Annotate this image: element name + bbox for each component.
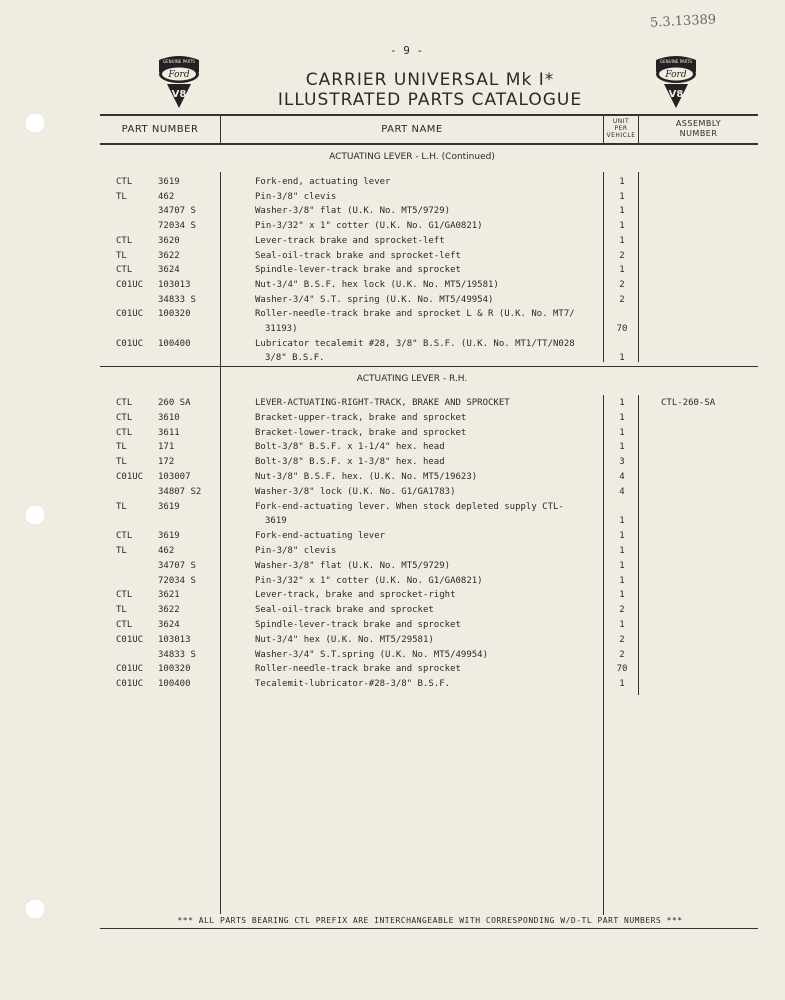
- catalogue-title: CARRIER UNIVERSAL Mk I*: [305, 70, 555, 90]
- unit-qty: 1: [619, 235, 625, 246]
- part-name: Bolt-3/8" B.S.F. x 1-3/8" hex. head: [255, 457, 445, 468]
- part-number: 3611: [158, 427, 180, 438]
- unit-qty: 2: [619, 649, 625, 660]
- part-name: Fork-end, actuating lever: [255, 177, 391, 187]
- part-number: 3624: [158, 265, 180, 276]
- part-number: 462: [158, 546, 175, 556]
- part-name: Nut-3/4" hex (U.K. No. MT5/29581): [255, 634, 434, 645]
- table-row: [0, 309, 785, 323]
- unit-qty: 4: [619, 486, 625, 497]
- part-name: Lever-track brake and sprocket-left: [255, 235, 445, 246]
- ford-genuine-parts-logo: [652, 52, 700, 110]
- part-name: Spindle-lever-track brake and sprocket: [255, 265, 461, 276]
- unit-qty: 1: [619, 265, 625, 276]
- unit-qty: 4: [619, 472, 625, 482]
- table-row: [0, 280, 785, 294]
- part-prefix: C01UC: [116, 472, 144, 482]
- unit-qty: 1: [619, 353, 625, 364]
- part-name: Pin-3/8" clevis: [255, 191, 337, 202]
- part-name: Bracket-upper-track, brake and sprocket: [255, 412, 467, 423]
- unit-qty: 2: [619, 279, 625, 290]
- part-name: Fork-end-actuating lever. When stock depleted supply CTL-: [255, 501, 564, 512]
- table-row: [0, 502, 785, 516]
- part-number: 3622: [158, 605, 180, 616]
- unit-qty: 1: [619, 516, 625, 527]
- part-name: Lever-track, brake and sprocket-right: [255, 590, 456, 601]
- svg-text:V8: V8: [171, 89, 187, 100]
- table-row: [0, 561, 785, 575]
- unit-qty: 70: [616, 324, 628, 334]
- header-bottom-rule: [100, 143, 758, 145]
- unit-qty: 3: [619, 457, 625, 468]
- header-unit-line: PER: [614, 125, 628, 132]
- table-row: [0, 576, 785, 590]
- table-row: [0, 206, 785, 220]
- unit-qty: 1: [619, 531, 625, 542]
- table-row: [0, 620, 785, 634]
- svg-text:V8: V8: [668, 89, 684, 100]
- part-number: 34833 S: [158, 649, 196, 660]
- table-row: [0, 531, 785, 545]
- part-name: Nut-3/8" B.S.F. hex. (U.K. No. MT5/19623): [255, 472, 478, 482]
- unit-qty: 1: [619, 206, 625, 217]
- part-name: Tecalemit-lubricator-#28-3/8" B.S.F.: [255, 679, 451, 690]
- part-name: Roller-needle-track brake and sprocket L & R (U.K. No. MT7/: [255, 309, 575, 320]
- catalogue-subtitle: ILLUSTRATED PARTS CATALOGUE: [277, 90, 583, 110]
- part-number: 100400: [158, 338, 191, 349]
- part-name: Bolt-3/8" B.S.F. x 1-1/4" hex. head: [255, 442, 445, 453]
- part-prefix: TL: [116, 191, 127, 202]
- header-unit-per-vehicle: [604, 118, 638, 139]
- table-row: [0, 635, 785, 649]
- part-prefix: CTL: [116, 398, 133, 408]
- interchange-note: *** ALL PARTS BEARING CTL PREFIX ARE INTERCHANGEABLE WITH CORRESPONDING W/D-TL PART NUMBERS ***: [177, 916, 683, 925]
- part-name: Pin-3/32" x 1" cotter (U.K. No. G1/GA0821): [255, 575, 483, 586]
- part-prefix: C01UC: [116, 634, 144, 645]
- svg-text:GENUINE PARTS: GENUINE PARTS: [163, 59, 195, 64]
- footer-rule: [100, 928, 758, 929]
- unit-qty: 1: [619, 620, 625, 630]
- table-row: [0, 413, 785, 427]
- part-prefix: CTL: [116, 235, 133, 246]
- assembly-number: CTL-260-SA: [661, 398, 716, 408]
- unit-qty: 1: [619, 427, 625, 438]
- header-part-number: PART NUMBER: [121, 124, 199, 135]
- part-number: 3610: [158, 412, 180, 423]
- table-row: [0, 650, 785, 664]
- part-prefix: C01UC: [116, 338, 144, 349]
- unit-qty: 1: [619, 560, 625, 571]
- part-prefix: CTL: [116, 412, 133, 423]
- part-name: LEVER-ACTUATING-RIGHT-TRACK, BRAKE AND SPROCKET: [255, 398, 510, 408]
- part-name: Pin-3/32" x 1" cotter (U.K. No. G1/GA0821): [255, 221, 483, 232]
- punch-hole: [24, 898, 46, 920]
- part-name: Pin-3/8" clevis: [255, 546, 337, 556]
- part-number: 172: [158, 457, 175, 468]
- unit-qty: 1: [619, 575, 625, 586]
- ford-genuine-parts-logo: [155, 52, 203, 110]
- part-prefix: CTL: [116, 427, 133, 438]
- part-number: 34707 S: [158, 206, 196, 217]
- svg-text:GENUINE PARTS: GENUINE PARTS: [660, 59, 692, 64]
- part-number: 34707 S: [158, 560, 196, 571]
- header-part-name: PART NAME: [381, 124, 443, 135]
- part-number: 34807 S2: [158, 486, 202, 497]
- unit-qty: 1: [619, 412, 625, 423]
- header-top-rule: [100, 114, 758, 116]
- part-prefix: TL: [116, 250, 127, 261]
- part-name: Washer-3/4" S.T. spring (U.K. No. MT5/49954): [255, 294, 494, 305]
- part-name: Lubricator tecalemit #28, 3/8" B.S.F. (U.K. No. MT1/TT/N028: [255, 338, 575, 349]
- header-assembly-number: [639, 119, 758, 139]
- table-row: [0, 664, 785, 678]
- table-row: [0, 605, 785, 619]
- table-row: [0, 221, 785, 235]
- part-number: 3619: [158, 531, 180, 542]
- table-row: [0, 177, 785, 191]
- part-prefix: C01UC: [116, 679, 144, 690]
- punch-hole: [24, 112, 46, 134]
- table-row: [0, 487, 785, 501]
- table-row: [0, 442, 785, 456]
- part-number: 72034 S: [158, 221, 196, 232]
- part-name: Roller-needle-track brake and sprocket: [255, 664, 461, 675]
- table-row: [0, 192, 785, 206]
- table-row: [0, 457, 785, 471]
- table-row: [0, 428, 785, 442]
- part-prefix: C01UC: [116, 664, 144, 675]
- part-number: 72034 S: [158, 575, 196, 586]
- table-row: [0, 546, 785, 560]
- table-row: [0, 339, 785, 353]
- unit-qty: 2: [619, 634, 625, 645]
- unit-qty: 1: [619, 398, 625, 408]
- part-prefix: TL: [116, 457, 127, 468]
- part-number: 100400: [158, 679, 191, 690]
- part-prefix: TL: [116, 605, 127, 616]
- unit-qty: 1: [619, 679, 625, 690]
- part-number: 3619: [158, 177, 180, 187]
- handwritten-note: 5.3.13389: [649, 12, 717, 31]
- part-number: 103013: [158, 634, 191, 645]
- part-name-continued: 3619: [265, 516, 287, 527]
- unit-qty: 1: [619, 546, 625, 556]
- part-number: 103013: [158, 279, 191, 290]
- unit-qty: 70: [616, 664, 628, 675]
- part-number: 3624: [158, 620, 180, 630]
- part-name: Washer-3/8" flat (U.K. No. MT5/9729): [255, 560, 451, 571]
- part-number: 34833 S: [158, 294, 196, 305]
- unit-qty: 1: [619, 590, 625, 601]
- part-prefix: CTL: [116, 531, 133, 542]
- part-number: 100320: [158, 664, 191, 675]
- part-name: Washer-3/4" S.T.spring (U.K. No. MT5/49954): [255, 649, 488, 660]
- part-prefix: CTL: [116, 265, 133, 276]
- part-name: Spindle-lever-track brake and sprocket: [255, 620, 461, 630]
- table-row: [0, 251, 785, 265]
- part-name: Washer-3/8" lock (U.K. No. G1/GA1783): [255, 486, 456, 497]
- header-assembly-line: ASSEMBLY: [675, 119, 722, 128]
- part-prefix: C01UC: [116, 279, 144, 290]
- part-prefix: TL: [116, 501, 127, 512]
- part-prefix: CTL: [116, 177, 133, 187]
- header-unit-line: UNIT: [612, 118, 630, 125]
- part-number: 171: [158, 442, 175, 453]
- part-name: Seal-oil-track brake and sprocket-left: [255, 250, 461, 261]
- part-name: Seal-oil-track brake and sprocket: [255, 605, 434, 616]
- part-number: 3620: [158, 235, 180, 246]
- header-assembly-line: NUMBER: [679, 129, 718, 138]
- part-number: 462: [158, 191, 175, 202]
- table-row: [0, 472, 785, 486]
- unit-qty: 1: [619, 177, 625, 187]
- svg-text:Ford: Ford: [665, 70, 687, 80]
- unit-qty: 2: [619, 250, 625, 261]
- svg-text:Ford: Ford: [168, 70, 190, 80]
- part-number: 3621: [158, 590, 180, 601]
- unit-qty: 2: [619, 605, 625, 616]
- page-number: - 9 -: [390, 44, 424, 57]
- table-row: [0, 265, 785, 279]
- unit-qty: 1: [619, 221, 625, 232]
- part-prefix: TL: [116, 442, 127, 453]
- unit-qty: 1: [619, 442, 625, 453]
- part-number: 260 SA: [158, 398, 191, 408]
- table-row: [0, 236, 785, 250]
- part-name: Nut-3/4" B.S.F. hex lock (U.K. No. MT5/19581): [255, 279, 499, 290]
- part-prefix: CTL: [116, 620, 133, 630]
- table-row-continuation: [0, 516, 785, 530]
- part-name: Fork-end-actuating lever: [255, 531, 386, 542]
- part-name: Bracket-lower-track, brake and sprocket: [255, 427, 467, 438]
- table-row-continuation: [0, 353, 785, 367]
- part-name: Washer-3/8" flat (U.K. No. MT5/9729): [255, 206, 451, 217]
- part-prefix: TL: [116, 546, 127, 556]
- section-title-rh: ACTUATING LEVER - R.H.: [356, 374, 468, 384]
- part-name-continued: 3/8" B.S.F.: [265, 353, 325, 364]
- part-number: 100320: [158, 309, 191, 320]
- unit-qty: 2: [619, 294, 625, 305]
- part-number: 3619: [158, 501, 180, 512]
- part-number: 103007: [158, 472, 191, 482]
- part-prefix: CTL: [116, 590, 133, 601]
- table-row-continuation: [0, 324, 785, 338]
- table-row: [0, 590, 785, 604]
- unit-qty: 1: [619, 191, 625, 202]
- table-row: [0, 398, 785, 412]
- part-name-continued: 31193): [265, 324, 298, 334]
- table-row: [0, 295, 785, 309]
- table-row: [0, 679, 785, 693]
- part-prefix: C01UC: [116, 309, 144, 320]
- part-number: 3622: [158, 250, 180, 261]
- header-unit-line: VEHICLE: [606, 132, 636, 139]
- section-title-lh: ACTUATING LEVER - L.H. (Continued): [329, 152, 495, 162]
